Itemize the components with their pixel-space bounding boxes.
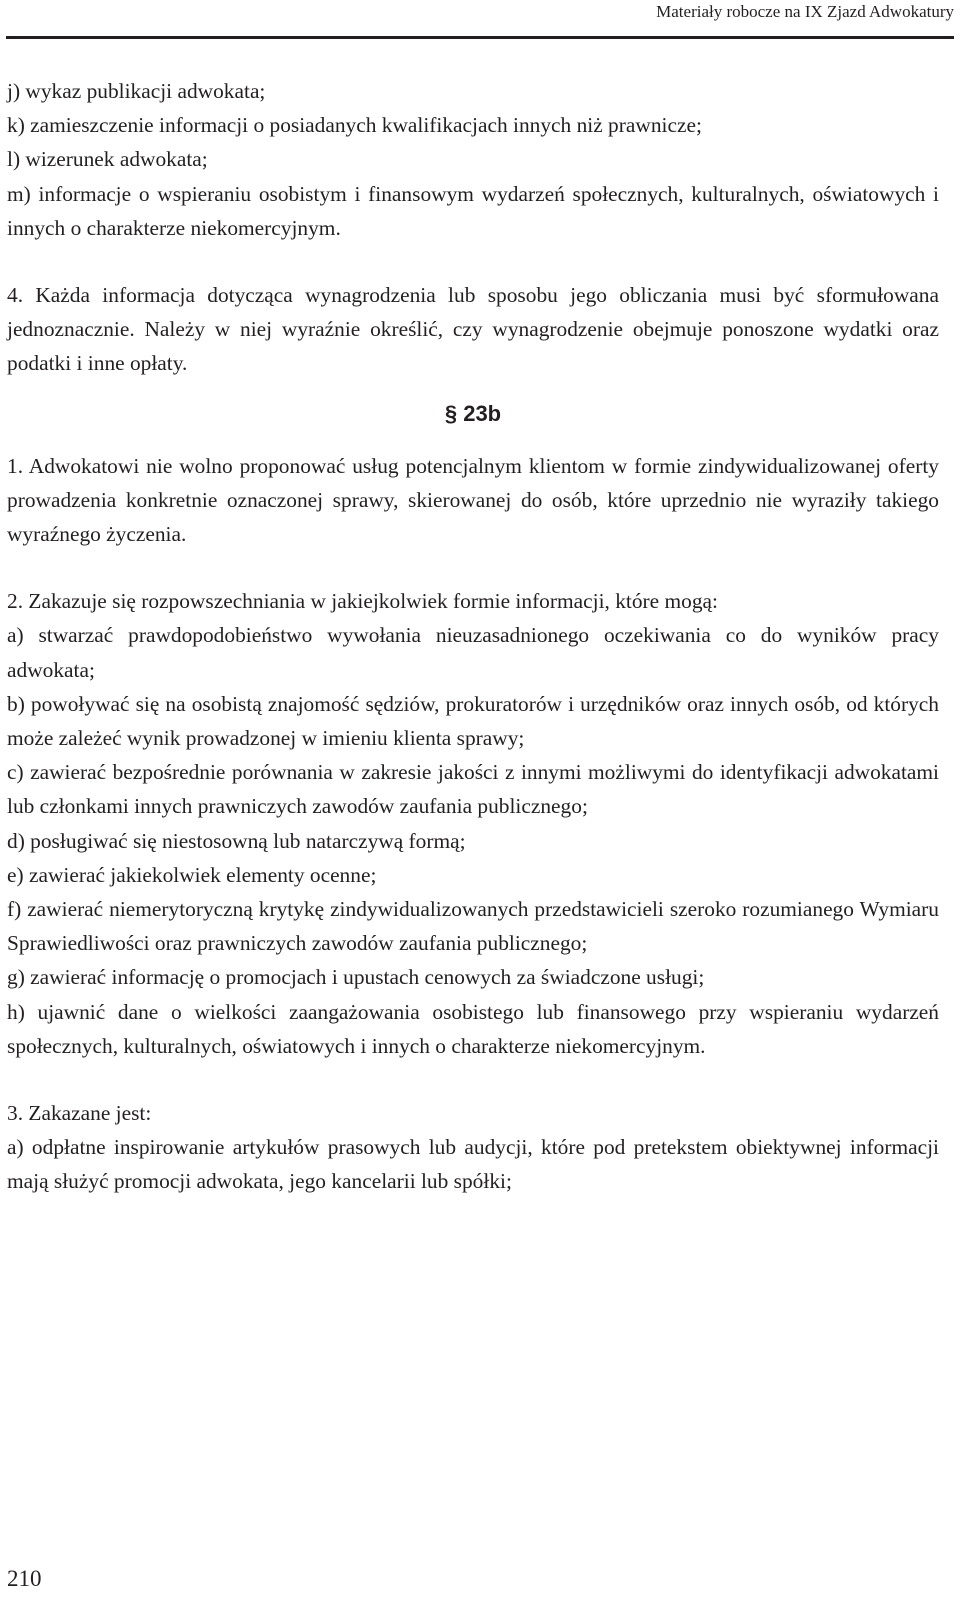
list-item-3a: a) odpłatne inspirowanie artykułów prasowych lub audycji, które pod pretekstem obiektywnej informacji mają służyć promocji adwokata, jego kancelarii lub spółki;: [7, 1135, 939, 1194]
document-body: [7, 74, 939, 1199]
list-item-2b: b) powoływać się na osobistą znajomość sędziów, prokuratorów i urzędników oraz innych osób, od których może zależeć wynik prowadzonej w imieniu klienta sprawy;: [7, 691, 939, 751]
list-item-2a: a) stwarzać prawdopodobieństwo wywołania nieuzasadnionego oczekiwania co do wyników pracy adwokata;: [7, 623, 939, 682]
paragraph-4: 4. Każda informacja dotycząca wynagrodzenia lub sposobu jego obliczania musi być sformułowana jednoznacznie. Należy w niej wyraźnie określić, czy wynagrodzenie obejmuje ponoszone wydatki oraz podatki i inne opłaty.: [7, 283, 939, 376]
paragraph-1: 1. Adwokatowi nie wolno proponować usług potencjalnym klientom w formie zindywidualizowanej oferty prowadzenia konkretnie oznaczonej sprawy, skierowanej do osób, które uprzednio nie wyraziły takiego wyraźnego życzenia.: [7, 453, 939, 547]
paragraph-2: 2. Zakazuje się rozpowszechniania w jakiejkolwiek formie informacji, które mogą:: [7, 589, 718, 614]
page-number: 210: [7, 1566, 42, 1591]
list-item-2e: e) zawierać jakiekolwiek elementy ocenne;: [7, 862, 377, 887]
running-header: Materiały robocze na IX Zjazd Adwokatury: [656, 2, 954, 21]
list-item-2h: h) ujawnić dane o wielkości zaangażowania osobistego lub finansowego przy wspieraniu wydarzeń społecznych, kulturalnych, oświatowych i innych o charakterze niekomercyjnym.: [7, 999, 939, 1058]
list-item-j: j) wykaz publikacji adwokata;: [7, 79, 266, 103]
list-item-2g: g) zawierać informację o promocjach i upustach cenowych za świadczone usługi;: [7, 965, 705, 990]
list-item-m: m) informacje o wspieraniu osobistym i finansowym wydarzeń społecznych, kulturalnych, oświatowych i innych o charakterze niekomercyjnym.: [7, 181, 939, 240]
header-rule: [6, 36, 954, 39]
list-item-2d: d) posługiwać się niestosowną lub natarczywą formą;: [7, 828, 466, 853]
list-item-2f: f) zawierać niemerytoryczną krytykę zindywidualizowanych przedstawicieli szeroko rozumianego Wymiaru Sprawiedliwości oraz prawniczych zawodów zaufania publicznego;: [7, 897, 939, 956]
section-heading: § 23b: [444, 400, 502, 426]
list-item-k: k) zamieszczenie informacji o posiadanych kwalifikacjach innych niż prawnicze;: [7, 113, 702, 138]
list-item-2c: c) zawierać bezpośrednie porównania w zakresie jakości z innymi możliwymi do identyfikacji adwokatami lub członkami innych prawniczych zawodów zaufania publicznego;: [7, 760, 939, 819]
list-item-l: l) wizerunek adwokata;: [7, 147, 208, 172]
paragraph-3: 3. Zakazane jest:: [7, 1101, 152, 1126]
